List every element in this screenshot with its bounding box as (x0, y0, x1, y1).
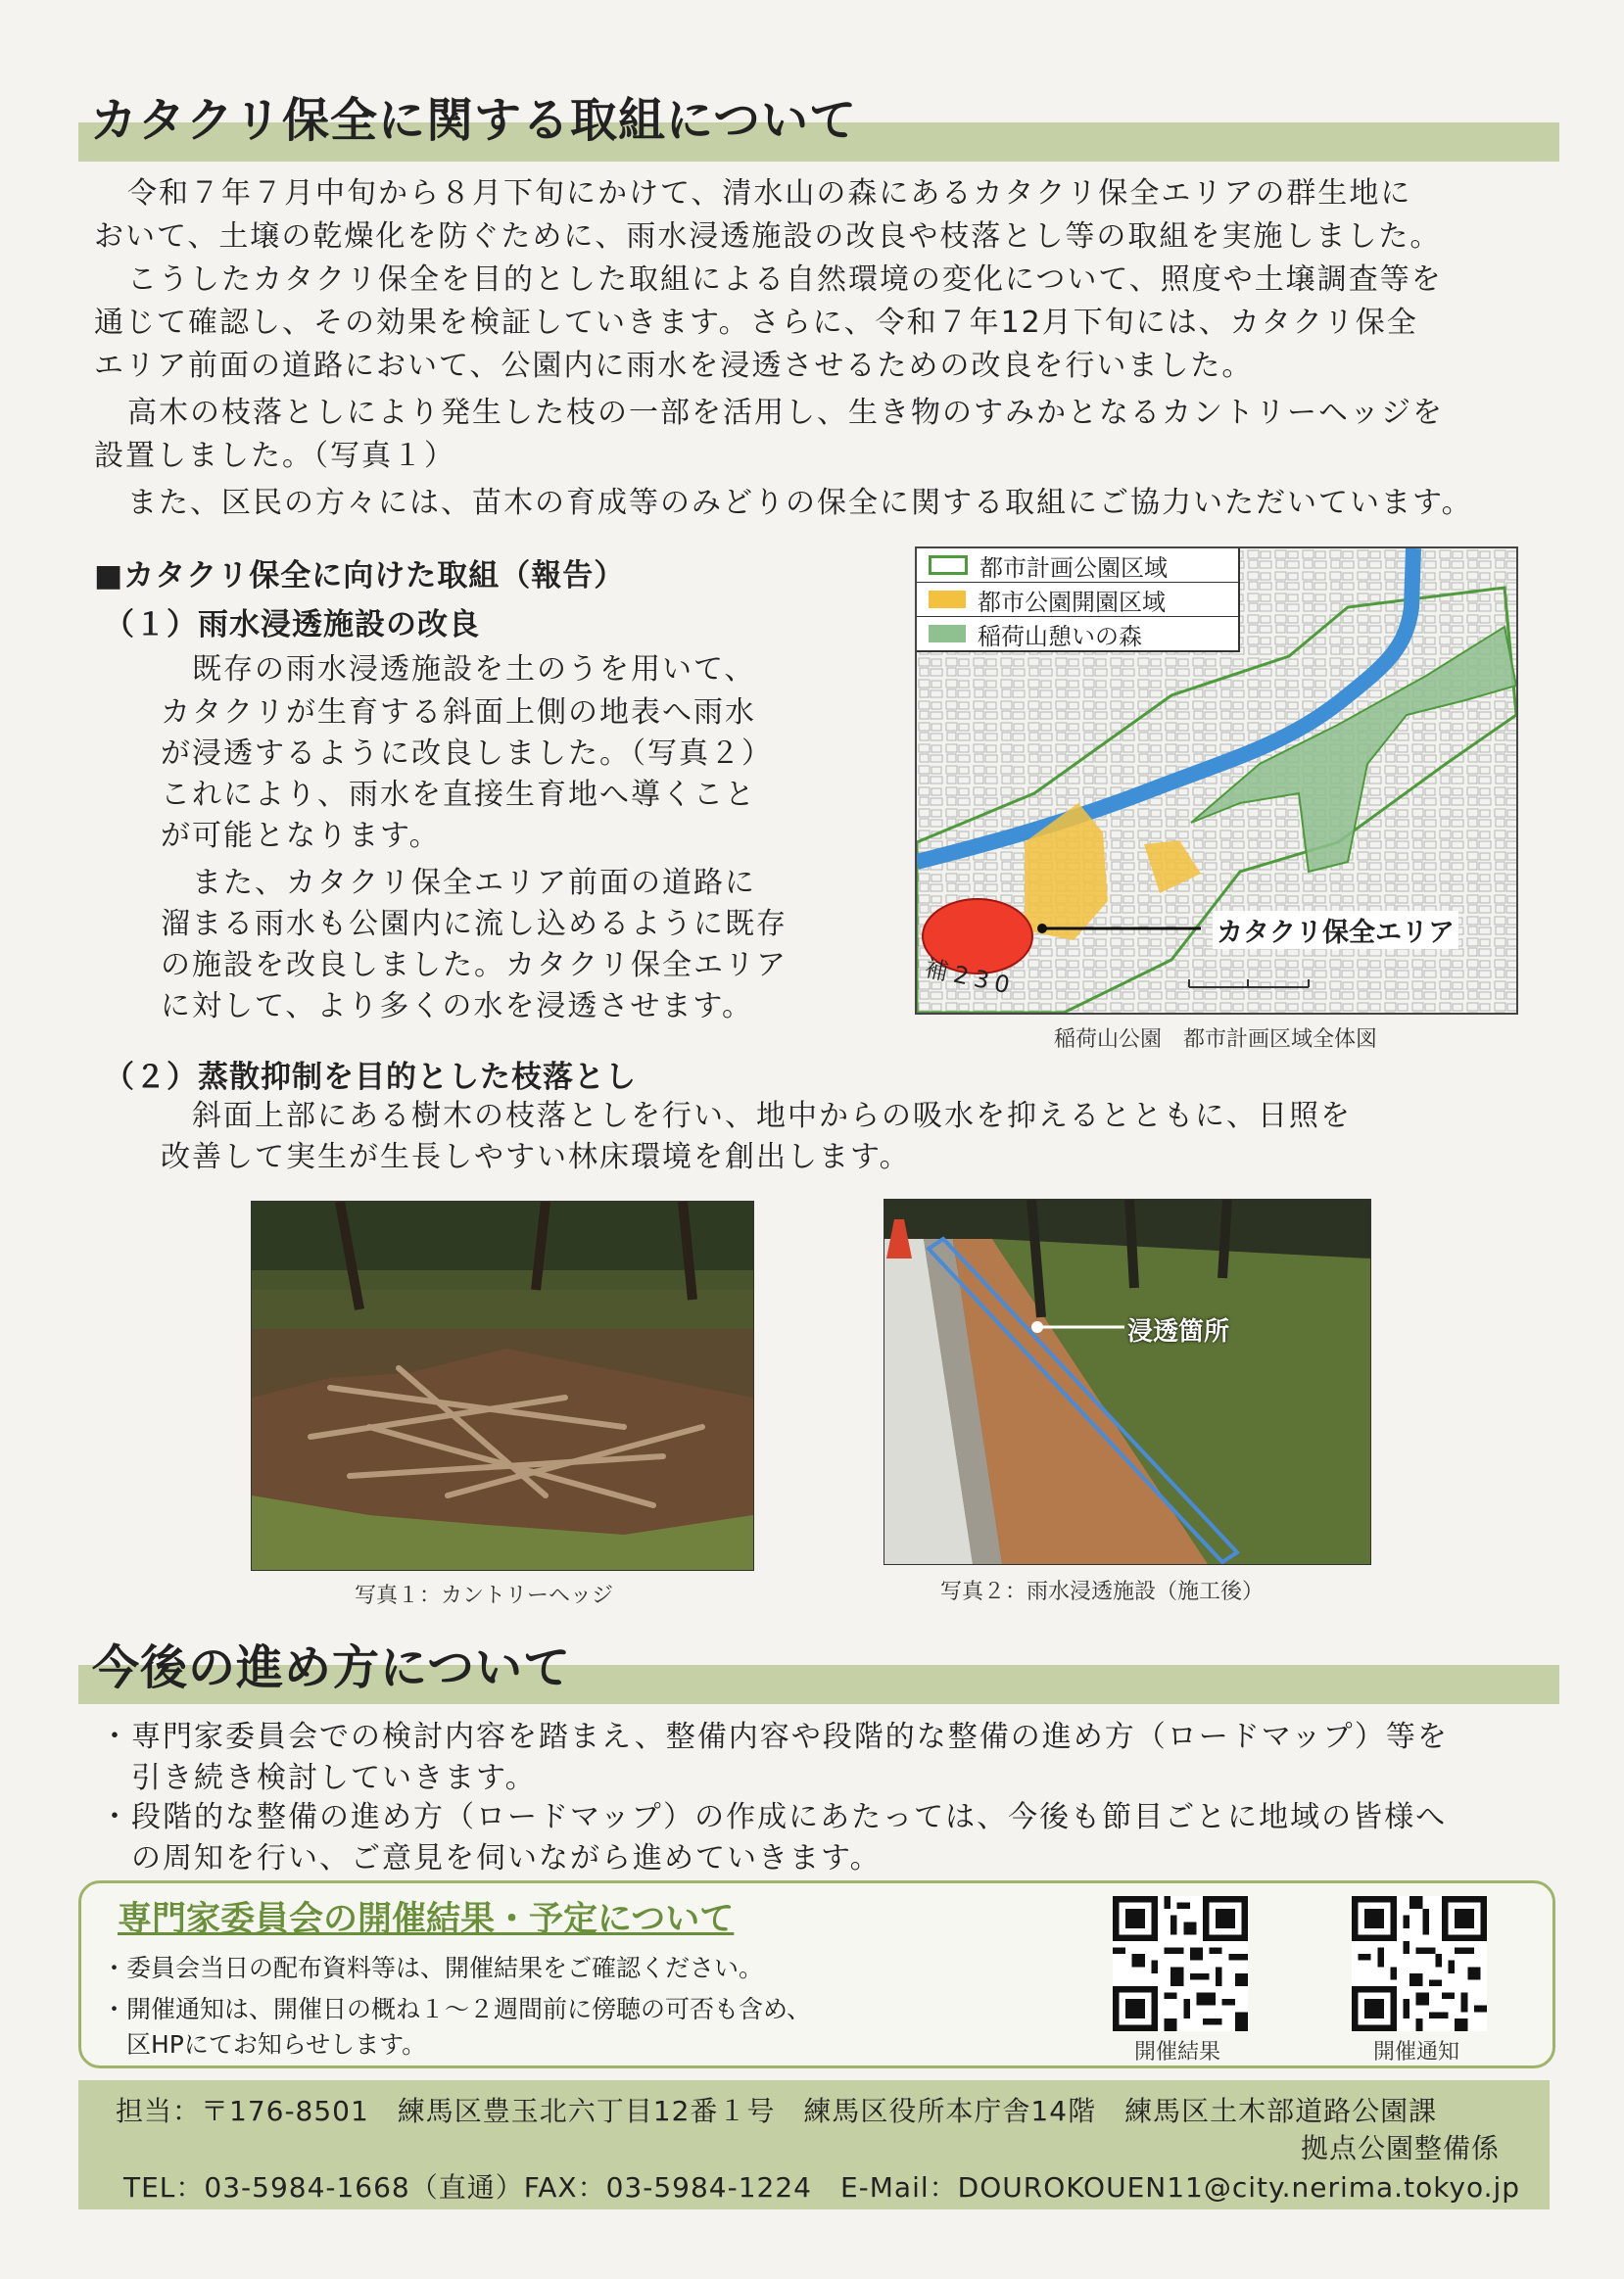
committee-line-1: ・委員会当日の配布資料等は、開催結果をご確認ください。 (102, 1954, 764, 1982)
item1-line-2: カタクリが生育する斜面上側の地表へ雨水 (161, 695, 756, 730)
map-legend (917, 548, 1240, 652)
qr-notice-label: 開催通知 (1373, 2040, 1460, 2065)
plan-line-3: ・段階的な整備の進め方（ロードマップ）の作成にあたっては、今後も節目ごとに地域の皆様へ (100, 1800, 1448, 1834)
intro-line-3: こうしたカタクリ保全を目的とした取組による自然環境の変化について、照度や土壌調査等を (127, 262, 1443, 297)
report-heading: ■カタクリ保全に向けた取組（報告） (94, 558, 626, 593)
legend-label-open: 都市公園開園区域 (978, 588, 1166, 616)
map-caption: 稲荷山公園 都市計画区域全体図 (1054, 1027, 1378, 1052)
item1-title: （１）雨水浸透施設の改良 (104, 607, 480, 642)
intro-line-8: また、区民の方々には、苗木の育成等のみどりの保全に関する取組にご協力いただいています。 (127, 486, 1473, 520)
item1-line-5: が可能となります。 (161, 819, 441, 853)
plan-line-4: の周知を行い、ご意見を伺いながら進めていきます。 (100, 1841, 882, 1875)
intro-line-6: 高木の枝落としにより発生した枝の一部を活用し、生き物のすみかとなるカントリーヘッジを (127, 396, 1444, 430)
item2-line-1: 斜面上部にある樹木の枝落としを行い、地中からの吸水を抑えるとともに、日照を (192, 1099, 1352, 1133)
section2-title: 今後の進め方について (92, 1640, 572, 1695)
item1-line-8: の施設を改良しました。カタクリ保全エリア (161, 948, 788, 982)
photo-country-hedge (251, 1201, 754, 1571)
road-label: 補230 (922, 954, 1019, 1001)
legend-row-planning (917, 548, 1238, 583)
legend-swatch-open (929, 591, 966, 608)
item1-line-7: 溜まる雨水も公園内に流し込めるように既存 (161, 907, 788, 941)
plan-line-2: 引き続き検討していきます。 (100, 1761, 537, 1795)
item2-line-2: 改善して実生が生長しやすい林床環境を創出します。 (161, 1140, 911, 1174)
infiltration-label: 浸透箇所 (1127, 1317, 1230, 1347)
photo1-caption: 写真１：カントリーヘッジ (355, 1584, 614, 1608)
intro-line-7: 設置しました。（写真１） (94, 439, 455, 473)
item2-title: （２）蒸散抑制を目的とした枝落とし (104, 1060, 637, 1095)
map-callout-label: カタクリ保全エリア (1213, 911, 1458, 949)
item1-line-9: に対して、より多くの水を浸透させます。 (161, 989, 753, 1023)
qr-code-notice[interactable] (1352, 1896, 1487, 2031)
committee-line-2: ・開催通知は、開催日の概ね１～２週間前に傍聴の可否も含め、 (102, 1995, 812, 2023)
footer-address: 担当：〒176-8501 練馬区豊玉北六丁目12番１号 練馬区役所本庁舎14階 練馬区土木部道路公園課 (116, 2095, 1438, 2127)
item1-line-4: これにより、雨水を直接生育地へ導くこと (161, 778, 756, 812)
item1-line-6: また、カタクリ保全エリア前面の道路に (192, 866, 756, 900)
legend-row-open (917, 583, 1238, 617)
photo2-caption: 写真２：雨水浸透施設（施工後） (940, 1580, 1265, 1604)
qr-code-results[interactable] (1113, 1896, 1248, 2031)
intro-line-4: 通じて確認し、その効果を検証していきます。さらに、令和７年12月下旬には、カタクリ保全 (94, 306, 1418, 340)
committee-line-3: 区HPにてお知らせします。 (102, 2030, 427, 2059)
park-map (915, 546, 1518, 1015)
item1-line-1: 既存の雨水浸透施設を土のうを用いて、 (192, 652, 756, 687)
footer-section: 拠点公園整備係 (1301, 2132, 1501, 2164)
committee-title: 専門家委員会の開催結果・予定について (118, 1900, 735, 1939)
intro-line-2: おいて、土壌の乾燥化を防ぐために、雨水浸透施設の改良や枝落とし等の取組を実施しました。 (94, 219, 1442, 254)
plan-line-1: ・専門家委員会での検討内容を踏まえ、整備内容や段階的な整備の進め方（ロードマップ）等を (100, 1720, 1449, 1754)
section-title: カタクリ保全に関する取組について (90, 93, 858, 148)
qr-results-label: 開催結果 (1134, 2040, 1221, 2065)
legend-row-forest (917, 617, 1238, 650)
legend-swatch-planning (929, 555, 968, 575)
legend-label-forest: 稲荷山憩いの森 (978, 622, 1142, 650)
photo-rainwater-facility (884, 1199, 1371, 1565)
intro-line-5: エリア前面の道路において、公園内に雨水を浸透させるための改良を行いました。 (94, 349, 1254, 383)
intro-line-1: 令和７年７月中旬から８月下旬にかけて、清水山の森にあるカタクリ保全エリアの群生地に (127, 176, 1412, 211)
footer-contact[interactable]: TEL：03-5984-1668（直通）FAX：03-5984-1224 E-Mail：DOUROKOUEN11@city.nerima.tokyo.jp (123, 2171, 1521, 2204)
legend-swatch-forest (929, 625, 966, 642)
item1-line-3: が浸透するように改良しました。（写真２） (161, 736, 773, 771)
legend-label-planning: 都市計画公園区域 (979, 553, 1168, 582)
